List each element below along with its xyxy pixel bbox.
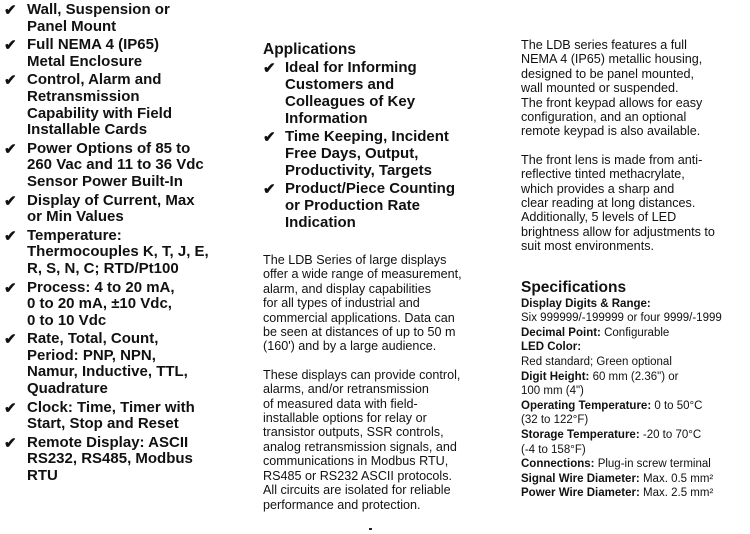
checkmark-icon: ✔: [4, 227, 17, 245]
application-item: [263, 128, 508, 179]
application-item: [263, 180, 508, 231]
checkmark-icon: ✔: [4, 399, 17, 417]
spec-value: Red standard; Green optional: [521, 356, 672, 369]
application-item: [263, 59, 508, 127]
spec-value: Six 999999/-199999 or four 9999/-1999: [521, 312, 722, 325]
spec-operating-temperature: [521, 399, 750, 428]
spec-connections: [521, 457, 750, 472]
spec-value: Max. 0.5 mm²: [642, 472, 714, 485]
checkmark-icon: ✔: [4, 140, 17, 158]
description-paragraph-2: These displays can provide control, alarms, and/or retransmission of measured data with field- installable options for relay or transistor outputs, SSR controls, analog retransmission signals, and communications in Modbus RTU, RS485 or RS232 ASCII protocols. All circuits are isolated for reliable performance and protection.: [263, 367, 461, 512]
applications-heading: Applications: [263, 41, 357, 58]
spec-power-wire: [521, 486, 750, 501]
checkmark-icon: ✔: [4, 192, 17, 210]
checkmark-icon: ✔: [4, 72, 17, 90]
spec-label: Connections:: [521, 458, 595, 471]
spec-storage-temperature: [521, 428, 750, 457]
checkmark-icon: ✔: [4, 2, 17, 19]
spec-value: Configurable: [604, 326, 670, 339]
application-text: Ideal for Informing Customers and Colleagues of Key Information: [285, 59, 417, 127]
spec-decimal-point: [521, 326, 750, 341]
feature-item: [4, 72, 252, 138]
checkmark-icon: ✔: [263, 129, 276, 146]
application-text: Product/Piece Counting or Production Rate Indication: [285, 180, 456, 231]
feature-text: Temperature: Thermocouples K, T, J, E, R, S, N, C; RTD/Pt100: [27, 226, 209, 277]
feature-text: Remote Display: ASCII RS232, RS485, Modbus RTU: [27, 433, 193, 485]
checkmark-icon: ✔: [263, 181, 276, 198]
spec-value: -20 to 70°C (-4 to 158°F): [521, 429, 702, 456]
spec-label: Operating Temperature:: [521, 399, 652, 412]
spec-label: Signal Wire Diameter:: [521, 472, 640, 485]
spec-value: 0 to 50°C (32 to 122°F): [521, 399, 703, 427]
feature-text: Rate, Total, Count, Period: PNP, NPN, Namur, Inductive, TTL, Quadrature: [27, 330, 188, 398]
feature-text: Full NEMA 4 (IP65) Metal Enclosure: [27, 36, 159, 70]
feature-item: [4, 228, 252, 278]
spec-value: Max. 2.5 mm²: [642, 487, 714, 500]
feature-item: [4, 280, 252, 330]
spec-label: LED Color:: [521, 341, 582, 354]
spec-display-digits: [521, 297, 750, 326]
spec-label: Digit Height:: [521, 370, 590, 383]
features-column: [4, 2, 252, 487]
feature-text: Clock: Time, Timer with Start, Stop and Reset: [27, 398, 195, 433]
checkmark-icon: ✔: [4, 279, 17, 297]
spec-label: Decimal Point:: [521, 326, 601, 339]
application-text: Time Keeping, Incident Free Days, Output, Productivity, Targets: [285, 128, 449, 179]
spec-digit-height: [521, 370, 750, 399]
feature-item: [4, 400, 252, 433]
spec-label: Power Wire Diameter:: [521, 487, 640, 500]
applications-column: [263, 40, 508, 512]
page-mark: [369, 528, 372, 530]
checkmark-icon: ✔: [4, 37, 17, 55]
overview-column: [521, 38, 750, 501]
checkmark-icon: ✔: [4, 331, 17, 349]
checkmark-icon: ✔: [4, 434, 17, 452]
feature-item: [4, 2, 252, 35]
feature-text: Display of Current, Max or Min Values: [27, 191, 195, 226]
spec-value: Plug-in screw terminal: [597, 458, 711, 471]
spec-signal-wire: [521, 472, 750, 487]
feature-item: [4, 435, 252, 485]
spec-value: 60 mm (2.36") or 100 mm (4"): [521, 370, 679, 398]
feature-item: [4, 193, 252, 226]
description-paragraph-1: The LDB Series of large displays offer a wide range of measurement, alarm, and display capabilities for all types of industrial and commercial applications. Data can be seen at distances of up to 50 m (160') and by a large audience.: [263, 253, 462, 354]
overview-paragraph-2: The front lens is made from anti- reflective tinted methacrylate, which provides a sharp and clear reading at long distances. Additionally, 5 levels of LED brightness allow for adjustments to suit most environments.: [521, 152, 715, 254]
spec-label: Storage Temperature:: [521, 429, 640, 442]
specifications-heading: Specifications: [521, 278, 627, 296]
checkmark-icon: ✔: [263, 60, 276, 77]
spec-led-color: [521, 340, 750, 369]
feature-item: [4, 331, 252, 397]
specifications-section: [521, 278, 750, 501]
feature-item: [4, 37, 252, 70]
feature-text: Process: 4 to 20 mA, 0 to 20 mA, ±10 Vdc, 0 to 10 Vdc: [27, 278, 175, 329]
feature-text: Wall, Suspension or Panel Mount: [27, 1, 170, 35]
spec-label: Display Digits & Range:: [521, 297, 651, 310]
feature-item: [4, 141, 252, 191]
feature-text: Power Options of 85 to 260 Vac and 11 to 36 Vdc Sensor Power Built-In: [27, 139, 204, 190]
overview-paragraph-1: The LDB series features a full NEMA 4 (IP65) metallic housing, designed to be panel mounted, wall mounted or suspended. The front keypad allows for easy configuration, and an optional remote keypad is also available.: [521, 38, 703, 139]
feature-text: Control, Alarm and Retransmission Capability with Field Installable Cards: [27, 71, 173, 139]
